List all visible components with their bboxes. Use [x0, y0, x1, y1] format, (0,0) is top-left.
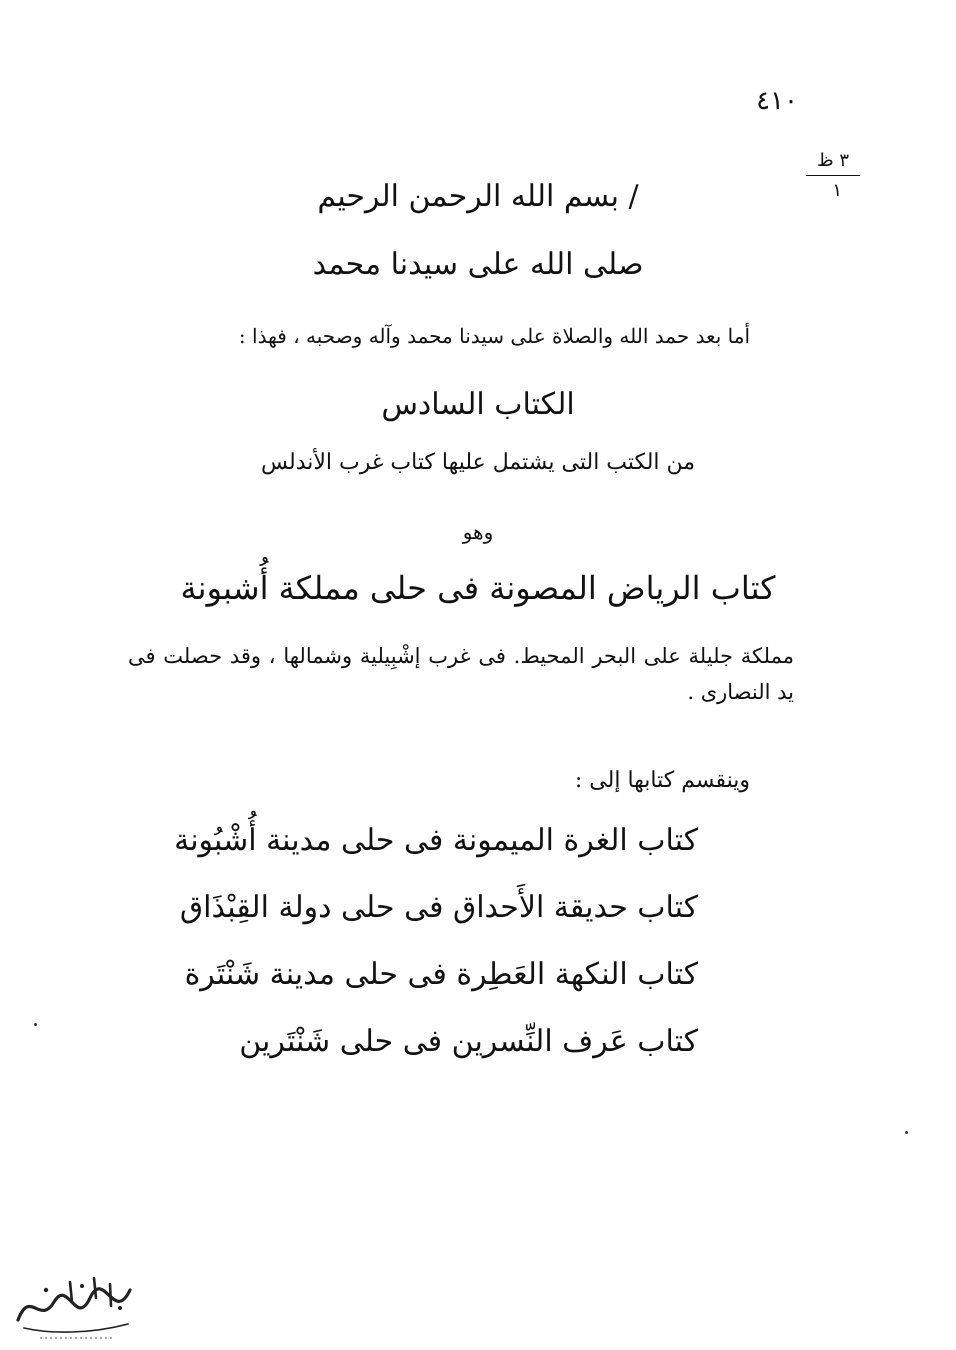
scan-speck — [905, 1131, 908, 1134]
riyad-title: كتاب الرياض المصونة فى حلى مملكة أُشبونة — [180, 569, 776, 607]
sub-book-item: كتاب النكهة العَطِرة فى حلى مدينة شَنْتَرة — [184, 957, 698, 992]
intro-line: أما بعد حمد الله والصلاة على سيدنا محمد وآله وصحبه ، فهذا : — [238, 324, 750, 348]
from-books-line: من الكتب التى يشتمل عليها كتاب غرب الأندلس — [260, 450, 696, 475]
page-number: ٤١٠ — [756, 86, 798, 116]
folio-top: ٣ ظ — [806, 150, 860, 176]
sub-books-list — [174, 823, 698, 1094]
sub-book-item: كتاب الغرة الميمونة فى حلى مدينة أُشْبُونة — [174, 823, 698, 858]
folio-bottom: ١ — [832, 180, 842, 201]
sub-book-item: كتاب حديقة الأَحداق فى حلى دولة القِبْذَاق — [179, 890, 698, 925]
book-title: الكتاب السادس — [381, 387, 575, 422]
library-stamp-logo — [10, 1268, 138, 1342]
divides-label: وينقسم كتابها إلى : — [574, 768, 750, 793]
basmala-heading: / بسم الله الرحمن الرحيم — [317, 179, 639, 214]
salat-heading: صلى الله على سيدنا محمد — [312, 247, 644, 282]
sub-book-item: كتاب عَرف النِّسرين فى حلى شَنْتَرين — [239, 1024, 698, 1059]
scan-speck — [34, 1023, 37, 1026]
description-paragraph: مملكة جليلة على البحر المحيط. فى غرب إشْبِيلية وشمالها ، وقد حصلت فى يد النصارى . — [128, 644, 794, 704]
wahuwa-line: وهو — [462, 520, 494, 544]
